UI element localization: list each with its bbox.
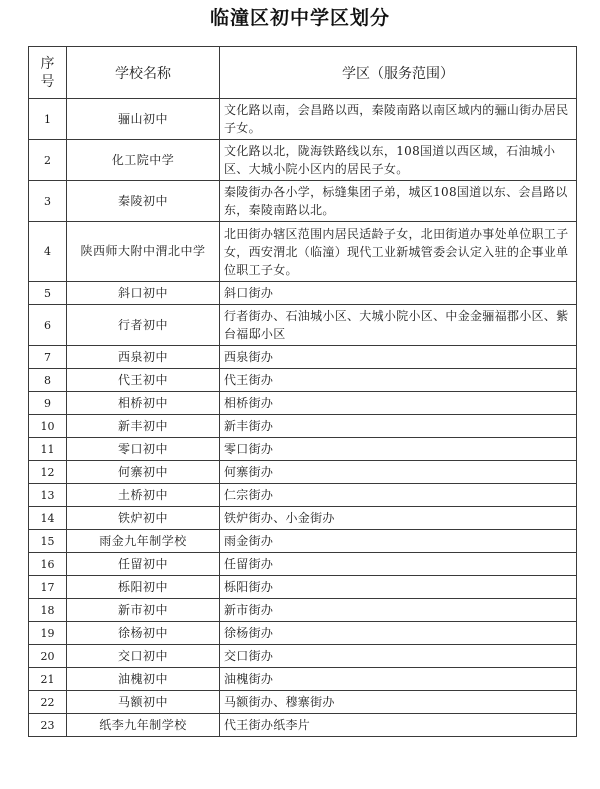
table-row: [29, 346, 577, 369]
row-school-name: 纸李九年制学校: [67, 714, 220, 737]
header-service-area: 学区（服务范围）: [220, 47, 577, 99]
row-index: 19: [29, 622, 67, 645]
table-row: [29, 369, 577, 392]
row-school-name: 西泉初中: [67, 346, 220, 369]
row-service-area: 文化路以南，会昌路以西，秦陵南路以南区域内的骊山街办居民子女。: [220, 99, 577, 140]
row-index: 13: [29, 484, 67, 507]
row-index: 14: [29, 507, 67, 530]
table-row: [29, 282, 577, 305]
row-service-area: 文化路以北，陇海铁路线以东，108国道以西区域，石油城小区、大城小院小区内的居民子女。: [220, 140, 577, 181]
row-index: 4: [29, 222, 67, 282]
row-school-name: 代王初中: [67, 369, 220, 392]
row-service-area: 栎阳街办: [220, 576, 577, 599]
table-row: [29, 645, 577, 668]
row-school-name: 油槐初中: [67, 668, 220, 691]
table-row: [29, 553, 577, 576]
table-row: [29, 140, 577, 181]
row-school-name: 零口初中: [67, 438, 220, 461]
row-index: 8: [29, 369, 67, 392]
row-service-area: 仁宗街办: [220, 484, 577, 507]
table-row: [29, 438, 577, 461]
row-service-area: 相桥街办: [220, 392, 577, 415]
table-header-row: [29, 47, 577, 99]
table-row: [29, 305, 577, 346]
table-row: [29, 484, 577, 507]
row-school-name: 相桥初中: [67, 392, 220, 415]
row-school-name: 雨金九年制学校: [67, 530, 220, 553]
row-school-name: 新丰初中: [67, 415, 220, 438]
row-index: 22: [29, 691, 67, 714]
table-row: [29, 576, 577, 599]
row-school-name: 任留初中: [67, 553, 220, 576]
row-index: 6: [29, 305, 67, 346]
table-row: [29, 392, 577, 415]
table-row: [29, 530, 577, 553]
header-index: 序号: [29, 47, 67, 99]
row-school-name: 斜口初中: [67, 282, 220, 305]
row-school-name: 行者初中: [67, 305, 220, 346]
row-index: 7: [29, 346, 67, 369]
table-row: [29, 181, 577, 222]
row-service-area: 秦陵街办各小学，标缝集团子弟，城区108国道以东、会昌路以东，秦陵南路以北。: [220, 181, 577, 222]
row-service-area: 新市街办: [220, 599, 577, 622]
row-school-name: 栎阳初中: [67, 576, 220, 599]
row-service-area: 斜口街办: [220, 282, 577, 305]
table-row: [29, 622, 577, 645]
row-school-name: 化工院中学: [67, 140, 220, 181]
row-school-name: 徐杨初中: [67, 622, 220, 645]
row-school-name: 交口初中: [67, 645, 220, 668]
row-index: 12: [29, 461, 67, 484]
row-index: 11: [29, 438, 67, 461]
row-index: 23: [29, 714, 67, 737]
row-school-name: 铁炉初中: [67, 507, 220, 530]
row-index: 9: [29, 392, 67, 415]
row-service-area: 何寨街办: [220, 461, 577, 484]
row-index: 18: [29, 599, 67, 622]
table-row: [29, 415, 577, 438]
page-title: 临潼区初中学区划分: [209, 7, 390, 29]
row-school-name: 骊山初中: [67, 99, 220, 140]
row-index: 20: [29, 645, 67, 668]
header-school-name: 学校名称: [67, 47, 220, 99]
row-service-area: 代王街办: [220, 369, 577, 392]
table-row: [29, 668, 577, 691]
table-row: [29, 507, 577, 530]
row-service-area: 油槐街办: [220, 668, 577, 691]
row-service-area: 雨金街办: [220, 530, 577, 553]
table-row: [29, 461, 577, 484]
row-service-area: 任留街办: [220, 553, 577, 576]
row-service-area: 新丰街办: [220, 415, 577, 438]
row-service-area: 西泉街办: [220, 346, 577, 369]
row-school-name: 秦陵初中: [67, 181, 220, 222]
row-service-area: 行者街办、石油城小区、大城小院小区、中金金骊福郡小区、紫台福邸小区: [220, 305, 577, 346]
row-service-area: 铁炉街办、小金街办: [220, 507, 577, 530]
row-index: 5: [29, 282, 67, 305]
row-index: 3: [29, 181, 67, 222]
row-index: 16: [29, 553, 67, 576]
row-school-name: 陕西师大附中渭北中学: [67, 222, 220, 282]
row-service-area: 代王街办纸李片: [220, 714, 577, 737]
row-index: 2: [29, 140, 67, 181]
row-school-name: 土桥初中: [67, 484, 220, 507]
row-index: 15: [29, 530, 67, 553]
row-index: 17: [29, 576, 67, 599]
table-row: [29, 99, 577, 140]
table-row: [29, 714, 577, 737]
table-row: [29, 599, 577, 622]
row-school-name: 马额初中: [67, 691, 220, 714]
row-service-area: 交口街办: [220, 645, 577, 668]
row-school-name: 新市初中: [67, 599, 220, 622]
row-service-area: 北田街办辖区范围内居民适龄子女，北田街道办事处单位职工子女，西安渭北（临潼）现代工业新城管委会认定入驻的企事业单位职工子女。: [220, 222, 577, 282]
table-row: [29, 222, 577, 282]
row-school-name: 何寨初中: [67, 461, 220, 484]
row-service-area: 马额街办、穆寨街办: [220, 691, 577, 714]
row-index: 21: [29, 668, 67, 691]
row-index: 1: [29, 99, 67, 140]
row-service-area: 零口街办: [220, 438, 577, 461]
table-row: [29, 691, 577, 714]
row-service-area: 徐杨街办: [220, 622, 577, 645]
row-index: 10: [29, 415, 67, 438]
school-district-table: [28, 46, 577, 737]
